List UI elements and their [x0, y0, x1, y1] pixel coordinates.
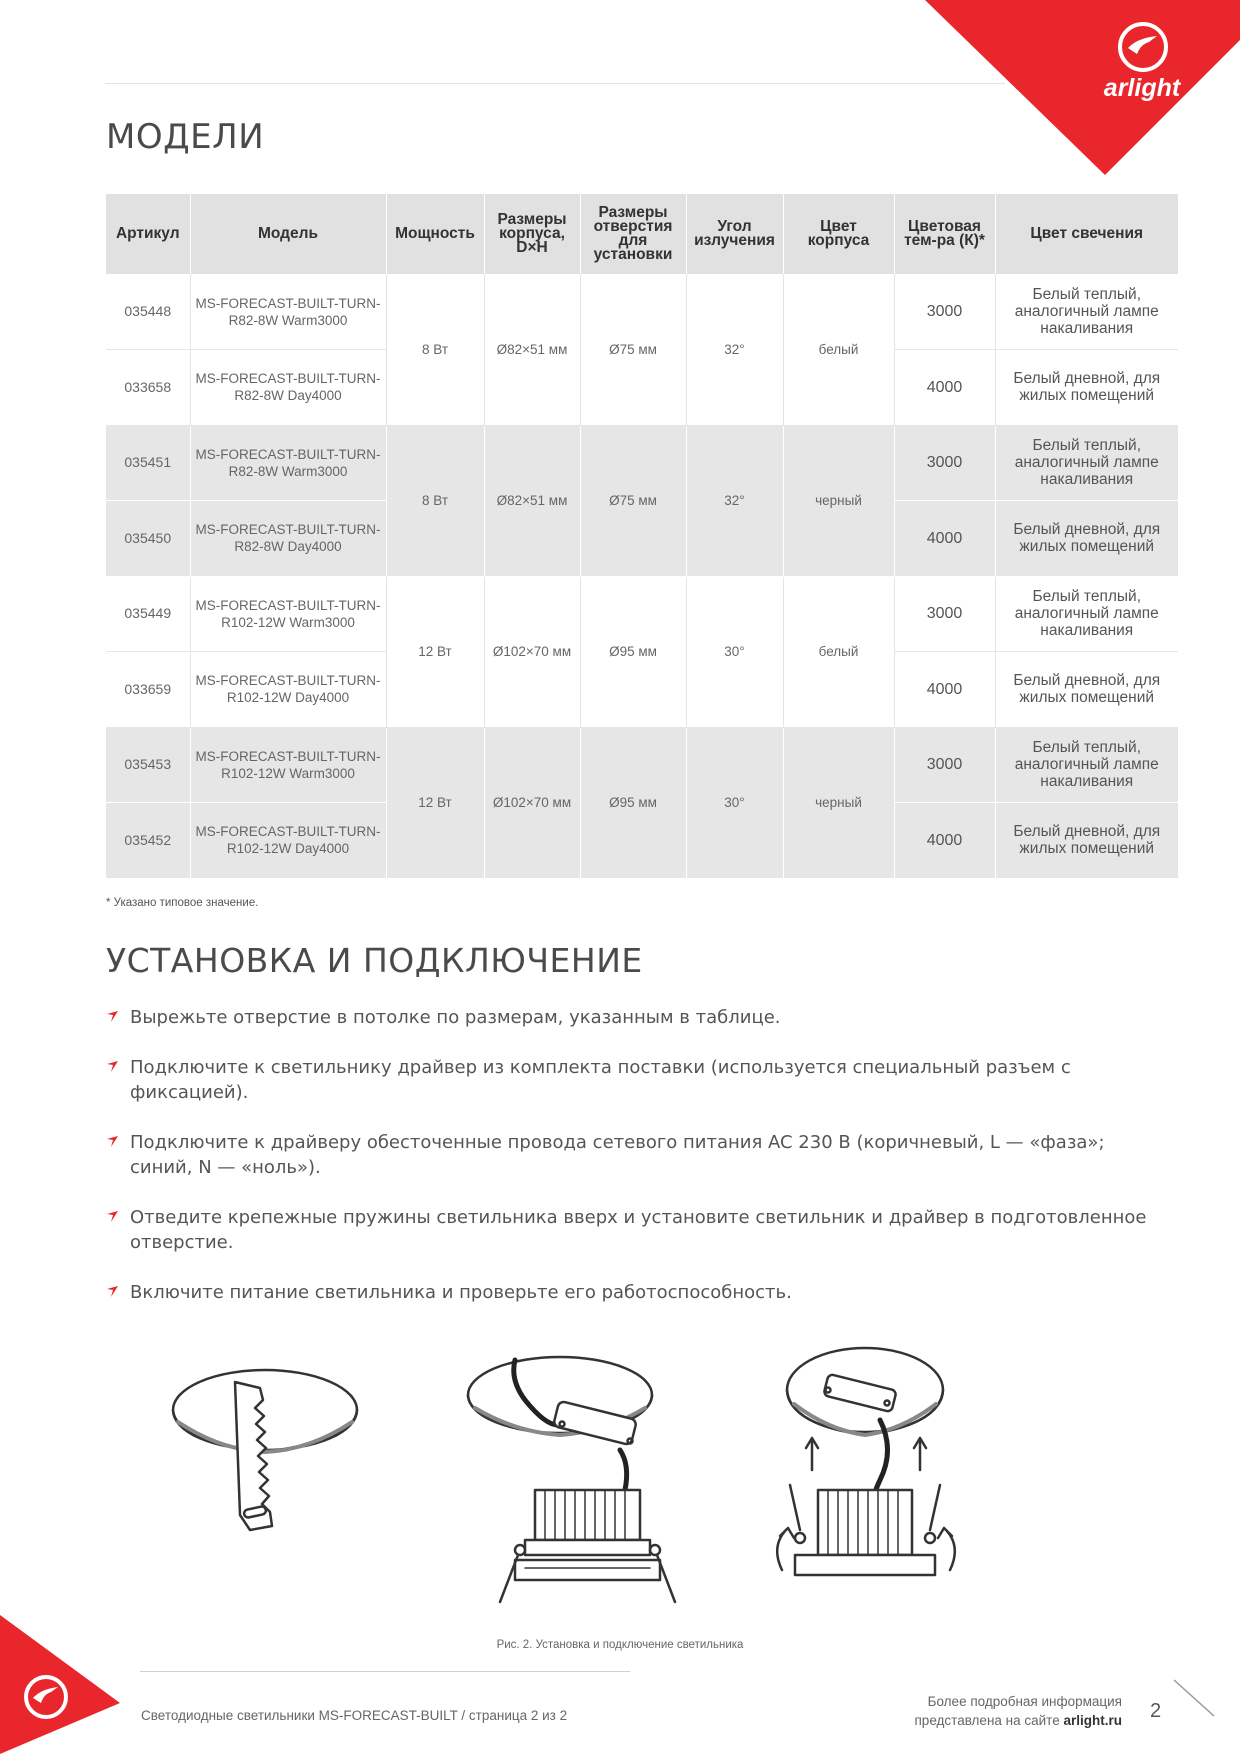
power-cell: 12 Вт	[386, 576, 484, 727]
model-cell: MS-FORECAST-BUILT-TURN-R102-12W Day4000	[190, 803, 386, 879]
article-cell: 033658	[106, 350, 190, 426]
color-temp-cell: 3000	[894, 425, 995, 501]
body-size-cell: Ø82×51 мм	[484, 425, 580, 576]
article-cell: 033659	[106, 652, 190, 728]
angle-cell: 32°	[686, 425, 783, 576]
color-temp-cell: 3000	[894, 727, 995, 803]
glow-color-cell: Белый дневной, для жилых помещений	[995, 501, 1178, 577]
model-cell: MS-FORECAST-BUILT-TURN-R102-12W Day4000	[190, 652, 386, 728]
color-temp-cell: 4000	[894, 501, 995, 577]
article-cell: 035452	[106, 803, 190, 879]
model-cell: MS-FORECAST-BUILT-TURN-R82-8W Day4000	[190, 350, 386, 426]
angle-cell: 30°	[686, 576, 783, 727]
power-cell: 12 Вт	[386, 727, 484, 878]
glow-color-cell: Белый теплый, аналогичный лампе накаливания	[995, 425, 1178, 501]
body-size-cell: Ø82×51 мм	[484, 274, 580, 425]
color-temp-cell: 3000	[894, 576, 995, 652]
models-heading: МОДЕЛИ	[106, 117, 265, 157]
power-cell: 8 Вт	[386, 274, 484, 425]
page-slash-decoration	[1172, 1678, 1216, 1718]
footer-info	[830, 1692, 1122, 1730]
website-link[interactable]: arlight.ru	[1063, 1713, 1122, 1728]
glow-color-cell: Белый теплый, аналогичный лампе накаливания	[995, 727, 1178, 803]
model-cell: MS-FORECAST-BUILT-TURN-R82-8W Warm3000	[190, 425, 386, 501]
arrow-bullet-icon	[106, 1009, 120, 1023]
glow-color-cell: Белый дневной, для жилых помещений	[995, 350, 1178, 426]
body-color-cell: черный	[783, 425, 894, 576]
angle-cell: 30°	[686, 727, 783, 878]
arrow-bullet-icon	[106, 1134, 120, 1148]
color-temp-cell: 4000	[894, 350, 995, 426]
article-cell: 035453	[106, 727, 190, 803]
col-header-power: Мощность	[386, 194, 484, 274]
hole-size-cell: Ø75 мм	[580, 425, 686, 576]
body-color-cell: белый	[783, 576, 894, 727]
footer-divider	[140, 1671, 630, 1672]
angle-cell: 32°	[686, 274, 783, 425]
model-cell: MS-FORECAST-BUILT-TURN-R82-8W Warm3000	[190, 274, 386, 350]
step-text: Подключите к драйверу обесточенные провода сетевого питания AC 230 В (коричневый, L — «фаза»; синий, N — «ноль»).	[130, 1132, 1105, 1178]
page-number: 2	[1150, 1700, 1162, 1722]
col-header-angle: Угол излучения	[686, 194, 783, 274]
article-cell: 035448	[106, 274, 190, 350]
footer-document-title: Светодиодные светильники MS-FORECAST-BUILT / страница 2 из 2	[141, 1708, 568, 1723]
model-cell: MS-FORECAST-BUILT-TURN-R82-8W Day4000	[190, 501, 386, 577]
top-divider	[105, 83, 1005, 84]
table-row	[106, 425, 1178, 501]
install-heading: УСТАНОВКА И ПОДКЛЮЧЕНИЕ	[106, 941, 643, 980]
model-cell: MS-FORECAST-BUILT-TURN-R102-12W Warm3000	[190, 576, 386, 652]
article-cell: 035450	[106, 501, 190, 577]
figure-caption: Рис. 2. Установка и подключение светильника	[496, 1639, 744, 1651]
glow-color-cell: Белый дневной, для жилых помещений	[995, 803, 1178, 879]
step-text: Отведите крепежные пружины светильника вверх и установите светильник и драйвер в подготовленное отверстие.	[130, 1207, 1147, 1253]
step-text: Включите питание светильника и проверьте его работоспособность.	[130, 1282, 792, 1303]
col-header-body-size: Размеры корпуса, D×H	[484, 194, 580, 274]
brand-corner-logo	[925, 0, 1240, 175]
col-header-model: Модель	[190, 194, 386, 274]
body-size-cell: Ø102×70 мм	[484, 576, 580, 727]
footer-info-text: представлена на сайте	[914, 1713, 1060, 1728]
table-footnote: * Указано типовое значение.	[106, 897, 259, 909]
step-text: Вырежьте отверстие в потолке по размерам, указанным в таблице.	[130, 1007, 781, 1028]
brand-wordmark: arlight	[1103, 74, 1181, 102]
col-header-hole-size: Размеры отверстия для установки	[580, 194, 686, 274]
article-cell: 035449	[106, 576, 190, 652]
body-color-cell: белый	[783, 274, 894, 425]
cut-hole-drawing	[173, 1370, 357, 1530]
insert-luminaire-drawing	[777, 1348, 955, 1575]
color-temp-cell: 4000	[894, 803, 995, 879]
arrow-bullet-icon	[106, 1059, 120, 1073]
footer-corner-logo	[0, 1615, 120, 1754]
table-header-row	[106, 194, 1178, 274]
hole-size-cell: Ø95 мм	[580, 576, 686, 727]
glow-color-cell: Белый дневной, для жилых помещений	[995, 652, 1178, 728]
color-temp-cell: 3000	[894, 274, 995, 350]
models-table	[106, 194, 1178, 879]
body-color-cell: черный	[783, 727, 894, 878]
col-header-article: Артикул	[106, 194, 190, 274]
glow-color-cell: Белый теплый, аналогичный лампе накаливания	[995, 576, 1178, 652]
power-cell: 8 Вт	[386, 425, 484, 576]
col-header-color-temp: Цветовая тем-ра (К)*	[894, 194, 995, 274]
col-header-body-color: Цвет корпуса	[783, 194, 894, 274]
color-temp-cell: 4000	[894, 652, 995, 728]
arrow-bullet-icon	[106, 1284, 120, 1298]
installation-illustration	[160, 1340, 1080, 1610]
arrow-bullet-icon	[106, 1209, 120, 1223]
model-cell: MS-FORECAST-BUILT-TURN-R102-12W Warm3000	[190, 727, 386, 803]
article-cell: 035451	[106, 425, 190, 501]
body-size-cell: Ø102×70 мм	[484, 727, 580, 878]
step-text: Подключите к светильнику драйвер из комплекта поставки (используется специальный разъем с фиксацией).	[130, 1057, 1071, 1103]
footer-info-line1: Более подробная информация	[927, 1694, 1122, 1709]
connect-driver-drawing	[468, 1357, 675, 1602]
table-row	[106, 576, 1178, 652]
table-row	[106, 727, 1178, 803]
hole-size-cell: Ø75 мм	[580, 274, 686, 425]
footer-info-line2	[830, 1711, 1122, 1730]
table-row	[106, 274, 1178, 350]
hole-size-cell: Ø95 мм	[580, 727, 686, 878]
col-header-glow-color: Цвет свечения	[995, 194, 1178, 274]
glow-color-cell: Белый теплый, аналогичный лампе накаливания	[995, 274, 1178, 350]
